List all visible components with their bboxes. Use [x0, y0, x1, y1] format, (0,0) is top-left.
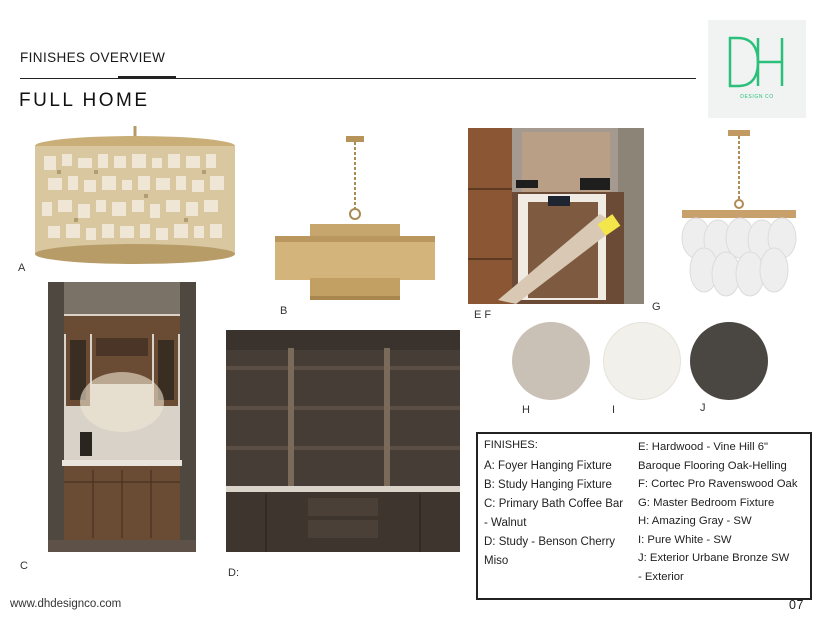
page-heading: FULL HOME	[19, 90, 150, 111]
finishes-legend	[476, 432, 812, 600]
swatch-urbane-bronze	[690, 322, 768, 400]
label-i: I	[612, 404, 616, 416]
finish-item: G: Master Bedroom Fixture	[638, 496, 775, 509]
finish-item: Miso	[484, 555, 509, 567]
label-ef: E F	[474, 309, 492, 321]
swatch-amazing-gray	[512, 322, 590, 400]
finish-item: E: Hardwood - Vine Hill 6"	[638, 441, 769, 453]
finish-item: C: Primary Bath Coffee Bar	[484, 498, 624, 510]
header-divider	[20, 78, 696, 79]
coffee-bar-photo	[48, 282, 196, 552]
finish-item: I: Pure White - SW	[638, 533, 732, 546]
page-number: 07	[789, 598, 804, 612]
logo-subtitle: DESIGN CO	[740, 94, 774, 100]
label-c: C	[20, 560, 28, 572]
finish-item: F: Cortec Pro Ravenswood Oak	[638, 478, 798, 490]
finishes-heading: FINISHES:	[484, 439, 538, 451]
finish-item: D: Study - Benson Cherry	[484, 536, 616, 548]
foyer-fixture-photo	[24, 124, 246, 270]
finishes-right-column	[638, 438, 812, 586]
label-a: A	[18, 262, 26, 274]
finish-item: Baroque Flooring Oak-Helling	[638, 459, 787, 472]
finish-item: H: Amazing Gray - SW	[638, 515, 752, 527]
header-divider-accent	[118, 76, 176, 78]
label-j: J	[700, 402, 706, 414]
label-d: D:	[228, 567, 239, 579]
study-shelving-photo	[226, 330, 460, 552]
label-h: H	[522, 404, 530, 416]
flooring-samples-photo	[468, 128, 644, 304]
bedroom-fixture-photo	[674, 128, 804, 300]
brand-logo	[708, 20, 806, 118]
swatch-pure-white	[603, 322, 681, 400]
dh-monogram-icon	[726, 34, 788, 90]
website-link[interactable]: www.dhdesignco.com	[10, 598, 122, 610]
finish-item: - Exterior	[638, 570, 684, 583]
finish-item: J: Exterior Urbane Bronze SW	[638, 552, 790, 564]
label-g: G	[652, 301, 661, 313]
finishes-left-column	[484, 436, 644, 571]
finish-item: - Walnut	[484, 517, 527, 529]
section-title: FINISHES OVERVIEW	[20, 50, 166, 65]
finish-item: A: Foyer Hanging Fixture	[484, 460, 612, 472]
finish-item: B: Study Hanging Fixture	[484, 479, 612, 491]
label-b: B	[280, 305, 288, 317]
study-fixture-photo	[270, 132, 440, 306]
